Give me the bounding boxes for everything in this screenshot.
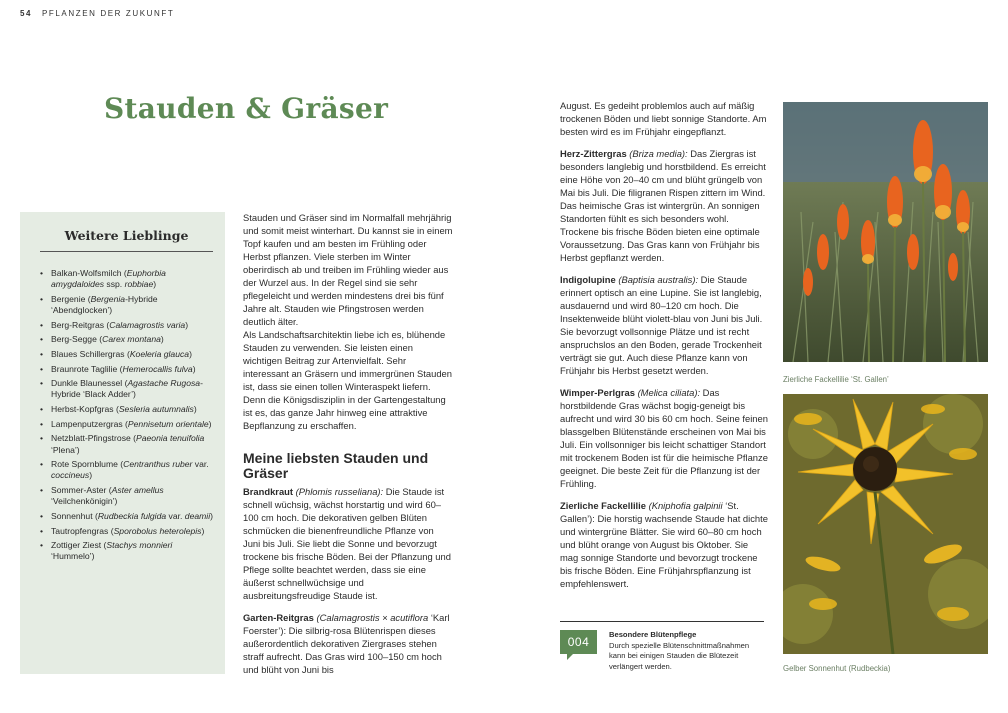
intro-paragraph: Stauden und Gräser sind im Normalfall mehrjährig und somit meist winterhart. Du kannst sie in einem Topf kaufen und am besten im Frühling oder Herbst pflanzen. Viele sterben im Winter oberirdisch ab und treiben im Frühling wieder aus der Wurzel aus. In der Regel sind sie sehr pflegeleicht und werden mindestens drei bis fünf Jahre alt. Stauden wie Pfingstrosen werden deutlich älter. xyxy=(243,212,453,327)
entry-herz-zittergras: Herz-Zittergras (Briza media): Das Ziergras ist besonders langlebig und horstbildend. Es erreicht eine Höhe von 20–40 cm und blüht grüngelb von Mai bis Juli. Die filigranen Rispen zittern im Wind. Das heimische Gras ist wintergrün. An sonnigen Standorten fühlt es sich besonders wohl. Trockene bis frische Böden bieten eine optimale Voraussetzung. Das Gras kann von Frühjahr bis Herbst gepflanzt werden. xyxy=(560,148,766,263)
favorites-list xyxy=(40,268,213,562)
favorite-list-item: • Balkan-Wolfsmilch (Euphorbia amygdaloides ssp. robbiae) xyxy=(40,268,213,290)
section-title: Stauden & Gräser xyxy=(104,92,389,125)
entry-brandkraut: Brandkraut (Phlomis russeliana): Die Staude ist schnell wüchsig, wächst horstartig und wird 60–100 cm hoch. Die dekorativen gelben Blüten schmücken die bienenfreundliche Pflanze von Juni bis Juli. Sie liebt die Sonne und bevorzugt trockene bis frische Böden. Bei der Pflanzung und Pflege sollte beachtet werden, dass sie eine äußerst schnellwüchsige und ausbreitungsfreudige Staude ist. xyxy=(243,486,451,601)
subheading: Meine liebsten Stauden und Gräser xyxy=(243,450,429,481)
tip-body: Durch spezielle Blütenschnittmaßnahmen kann bei einigen Stauden die Blütezeit verlängert werden. xyxy=(609,640,750,671)
sidebar-title: Weitere Lieblinge xyxy=(40,228,213,252)
favorite-list-item: • Lampenputzergras (Pennisetum orientale) xyxy=(40,419,213,430)
text-column-left xyxy=(243,211,453,676)
photo-caption-top: Zierliche Fackellilie ‘St. Gallen’ xyxy=(783,375,889,384)
favorite-list-item: • Braunrote Taglilie (Hemerocallis fulva) xyxy=(40,364,213,375)
photo-caption-bottom: Gelber Sonnenhut (Rudbeckia) xyxy=(783,664,891,673)
favorite-list-item: • Rote Spornblume (Centranthus ruber var. coccineus) xyxy=(40,459,213,481)
favorite-list-item: • Sonnenhut (Rudbeckia fulgida var. deamii) xyxy=(40,511,213,522)
favorite-list-item: • Bergenie (Bergenia-Hybride ‘Abendglocken’) xyxy=(40,294,213,316)
favorite-list-item: • Sommer-Aster (Aster amellus ‘Veilchenkönigin’) xyxy=(40,485,213,507)
entry-garten-reitgras: Garten-Reitgras (Calamagrostis × acutiflora ‘Karl Foerster’): Die silbrig-rosa Blütenrispen dieses außerordentlich dekorativen Ziergrases stehen straff aufrecht. Das Gras wird 100–150 cm hoch und blüht von Juni bis xyxy=(243,612,450,675)
tip-box xyxy=(560,621,764,672)
page-number: 54 xyxy=(20,9,33,18)
photo-black-eyed-susan xyxy=(783,394,988,654)
photo-torch-lily xyxy=(783,102,988,362)
continued-paragraph: August. Es gedeiht problemlos auch auf mäßig trockenen Böden und liebt sonnige Standorte. Am besten wird es im Frühjahr eingepflanzt. xyxy=(560,100,767,137)
favorite-list-item: • Netzblatt-Pfingstrose (Paeonia tenuifolia ‘Plena’) xyxy=(40,433,213,455)
favorites-sidebar xyxy=(20,212,225,674)
favorite-list-item: • Tautropfengras (Sporobolus heterolepis) xyxy=(40,526,213,537)
text-column-right xyxy=(560,99,768,590)
favorite-list-item: • Zottiger Ziest (Stachys monnieri ‘Hummelo’) xyxy=(40,540,213,562)
favorite-list-item: • Blaues Schillergras (Koeleria glauca) xyxy=(40,349,213,360)
tip-number-badge: 004 xyxy=(560,630,597,654)
tip-title: Besondere Blütenpflege xyxy=(609,630,697,639)
tip-text xyxy=(609,630,764,672)
intro-paragraph-2: Als Landschaftsarchitektin liebe ich es, blühende Stauden zu verwenden. Sie leisten einen wichtigen Beitrag zur Artenvielfalt. Sehr interessant an Gräsern und immergrünen Stauden ist, dass sie einen tollen Winteraspekt liefern. Denn die Königsdisziplin in der Gartengestaltung ist es, das ganze Jahr hinweg eine attraktive Bepflanzung zu erschaffen. xyxy=(243,329,452,431)
favorite-list-item: • Herbst-Kopfgras (Sesleria autumnalis) xyxy=(40,404,213,415)
running-head xyxy=(20,9,174,18)
entry-wimper-perlgras: Wimper-Perlgras (Melica ciliata): Das horstbildende Gras wächst bogig-geneigt bis aufrecht und wird 30 bis 60 cm hoch. Seine feinen blassgelben Blütenstände erscheinen von Mai bis Juli. Ein vollsonniger bis leicht schattiger Standort mit trockenem Boden ist für die heimische Pflanze geeignet. Die beste Zeit für die Pflanzung ist der Frühling. xyxy=(560,387,768,489)
running-title: PFLANZEN DER ZUKUNFT xyxy=(41,9,175,18)
favorite-list-item: • Berg-Segge (Carex montana) xyxy=(40,334,213,345)
entry-indigolupine: Indigolupine (Baptisia australis): Die Staude erinnert optisch an eine Lupine. Sie ist langlebig, ausdauernd und wird 80–120 cm hoch. Die Insektenweide blüht violett-blau von Juni bis Juli. Sie bevorzugt vollsonnige Plätze und ist recht anspruchslos an den Boden, gerade Trockenheit verträgt sie gut. Auch diese Pflanze kann von Frühjahr bis Herbst gesetzt werden. xyxy=(560,274,763,376)
favorite-list-item: • Berg-Reitgras (Calamagrostis varia) xyxy=(40,320,213,331)
favorite-list-item: • Dunkle Blaunessel (Agastache Rugosa-Hybride ‘Black Adder’) xyxy=(40,378,213,400)
entry-zierliche-fackellilie: Zierliche Fackellilie (Kniphofia galpinii ‘St. Gallen’): Die horstig wachsende Staude hat dichte und wintergrüne Blätter. Sie wird 60–80 cm hoch und blüht orange von August bis Oktober. Sie mag sonnige Standorte und bevorzugt trockene bis frische Böden. Eine Frühjahrspflanzung ist empfehlenswert. xyxy=(560,500,768,589)
